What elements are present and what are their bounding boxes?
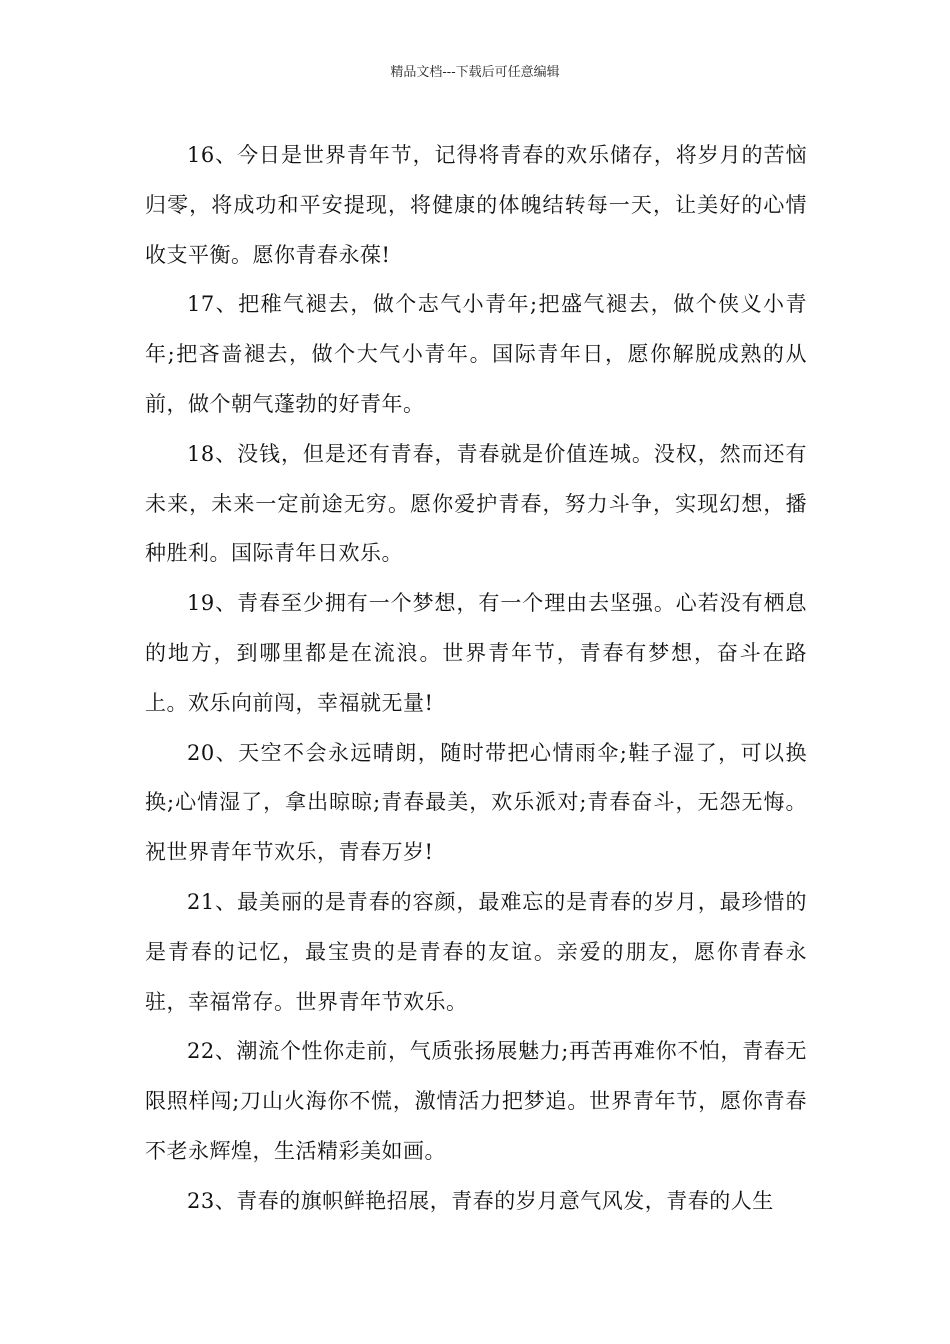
document-body — [145, 131, 807, 1227]
paragraph-17: 17、把稚气褪去，做个志气小青年;把盛气褪去，做个侠义小青年;把吝啬褪去，做个大气小青年。国际青年日，愿你解脱成熟的从前，做个朝气蓬勃的好青年。 — [145, 292, 807, 416]
paragraph-20: 20、天空不会永远晴朗，随时带把心情雨伞;鞋子湿了，可以换换;心情湿了，拿出晾晾;青春最美，欢乐派对;青春奋斗，无怨无悔。祝世界青年节欢乐，青春万岁! — [145, 740, 807, 865]
paragraph-22: 22、潮流个性你走前，气质张扬展魅力;再苦再难你不怕，青春无限照样闯;刀山火海你不慌，激情活力把梦追。世界青年节，愿你青春不老永辉煌，生活精彩美如画。 — [145, 1039, 807, 1163]
paragraph-23: 23、青春的旗帜鲜艳招展，青春的岁月意气风发，青春的人生 — [187, 1188, 774, 1213]
paragraph-21: 21、最美丽的是青春的容颜，最难忘的是青春的岁月，最珍惜的是青春的记忆，最宝贵的是青春的友谊。亲爱的朋友，愿你青春永驻，幸福常存。世界青年节欢乐。 — [145, 889, 807, 1014]
page-header: 精品文档---下载后可任意编辑 — [390, 65, 560, 80]
paragraph-19: 19、青春至少拥有一个梦想，有一个理由去坚强。心若没有栖息的地方，到哪里都是在流浪。世界青年节，青春有梦想，奋斗在路上。欢乐向前闯，幸福就无量! — [145, 591, 807, 715]
paragraph-18: 18、没钱，但是还有青春，青春就是价值连城。没权，然而还有未来，未来一定前途无穷。愿你爱护青春，努力斗争，实现幻想，播种胜利。国际青年日欢乐。 — [145, 441, 807, 566]
paragraph-16: 16、今日是世界青年节，记得将青春的欢乐储存，将岁月的苦恼归零，将成功和平安提现，将健康的体魄结转每一天，让美好的心情收支平衡。愿你青春永葆! — [145, 143, 807, 267]
